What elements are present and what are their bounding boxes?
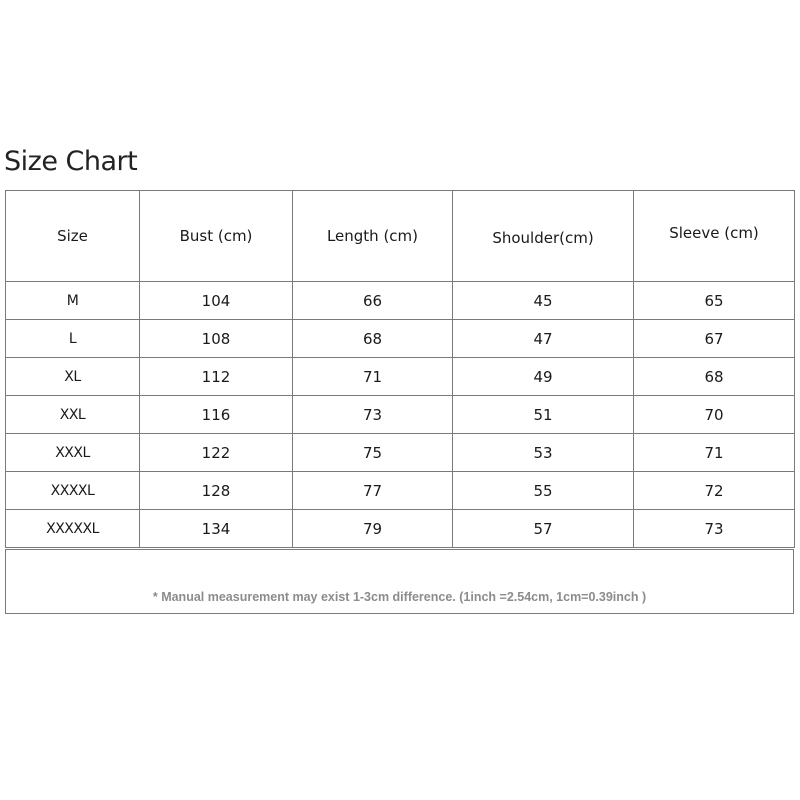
sleeve-cell: 67 (634, 320, 795, 358)
header-bust: Bust (cm) (140, 191, 293, 282)
table-row (6, 396, 795, 434)
bust-cell: 116 (140, 396, 293, 434)
measurement-note-box (5, 549, 794, 614)
sleeve-cell: 72 (634, 472, 795, 510)
shoulder-cell: 55 (453, 472, 634, 510)
header-size: Size (6, 191, 140, 282)
length-cell: 66 (293, 282, 453, 320)
sleeve-cell: 73 (634, 510, 795, 548)
header-shoulder: Shoulder(cm) (453, 191, 634, 282)
shoulder-cell: 53 (453, 434, 634, 472)
length-cell: 68 (293, 320, 453, 358)
shoulder-cell: 45 (453, 282, 634, 320)
table-row (6, 472, 795, 510)
table-row (6, 434, 795, 472)
sleeve-cell: 71 (634, 434, 795, 472)
bust-cell: 122 (140, 434, 293, 472)
bust-cell: 104 (140, 282, 293, 320)
table-header-row (6, 191, 795, 282)
shoulder-cell: 49 (453, 358, 634, 396)
shoulder-cell: 57 (453, 510, 634, 548)
size-chart-table (5, 190, 795, 548)
page-title: Size Chart (4, 146, 138, 177)
sleeve-cell: 70 (634, 396, 795, 434)
header-sleeve: Sleeve (cm) (634, 191, 795, 282)
bust-cell: 112 (140, 358, 293, 396)
bust-cell: 128 (140, 472, 293, 510)
length-cell: 77 (293, 472, 453, 510)
size-cell: XXXXXL (6, 510, 140, 548)
sleeve-cell: 68 (634, 358, 795, 396)
size-cell: XL (6, 358, 140, 396)
size-cell: L (6, 320, 140, 358)
length-cell: 79 (293, 510, 453, 548)
length-cell: 75 (293, 434, 453, 472)
size-cell: M (6, 282, 140, 320)
sleeve-cell: 65 (634, 282, 795, 320)
header-length: Length (cm) (293, 191, 453, 282)
length-cell: 71 (293, 358, 453, 396)
shoulder-cell: 47 (453, 320, 634, 358)
length-cell: 73 (293, 396, 453, 434)
measurement-note: * Manual measurement may exist 1-3cm difference. (1inch =2.54cm, 1cm=0.39inch ) (152, 590, 647, 604)
table-row (6, 358, 795, 396)
bust-cell: 108 (140, 320, 293, 358)
table-row (6, 320, 795, 358)
size-cell: XXL (6, 396, 140, 434)
shoulder-cell: 51 (453, 396, 634, 434)
table-row (6, 282, 795, 320)
bust-cell: 134 (140, 510, 293, 548)
size-cell: XXXL (6, 434, 140, 472)
size-cell: XXXXL (6, 472, 140, 510)
table-row (6, 510, 795, 548)
